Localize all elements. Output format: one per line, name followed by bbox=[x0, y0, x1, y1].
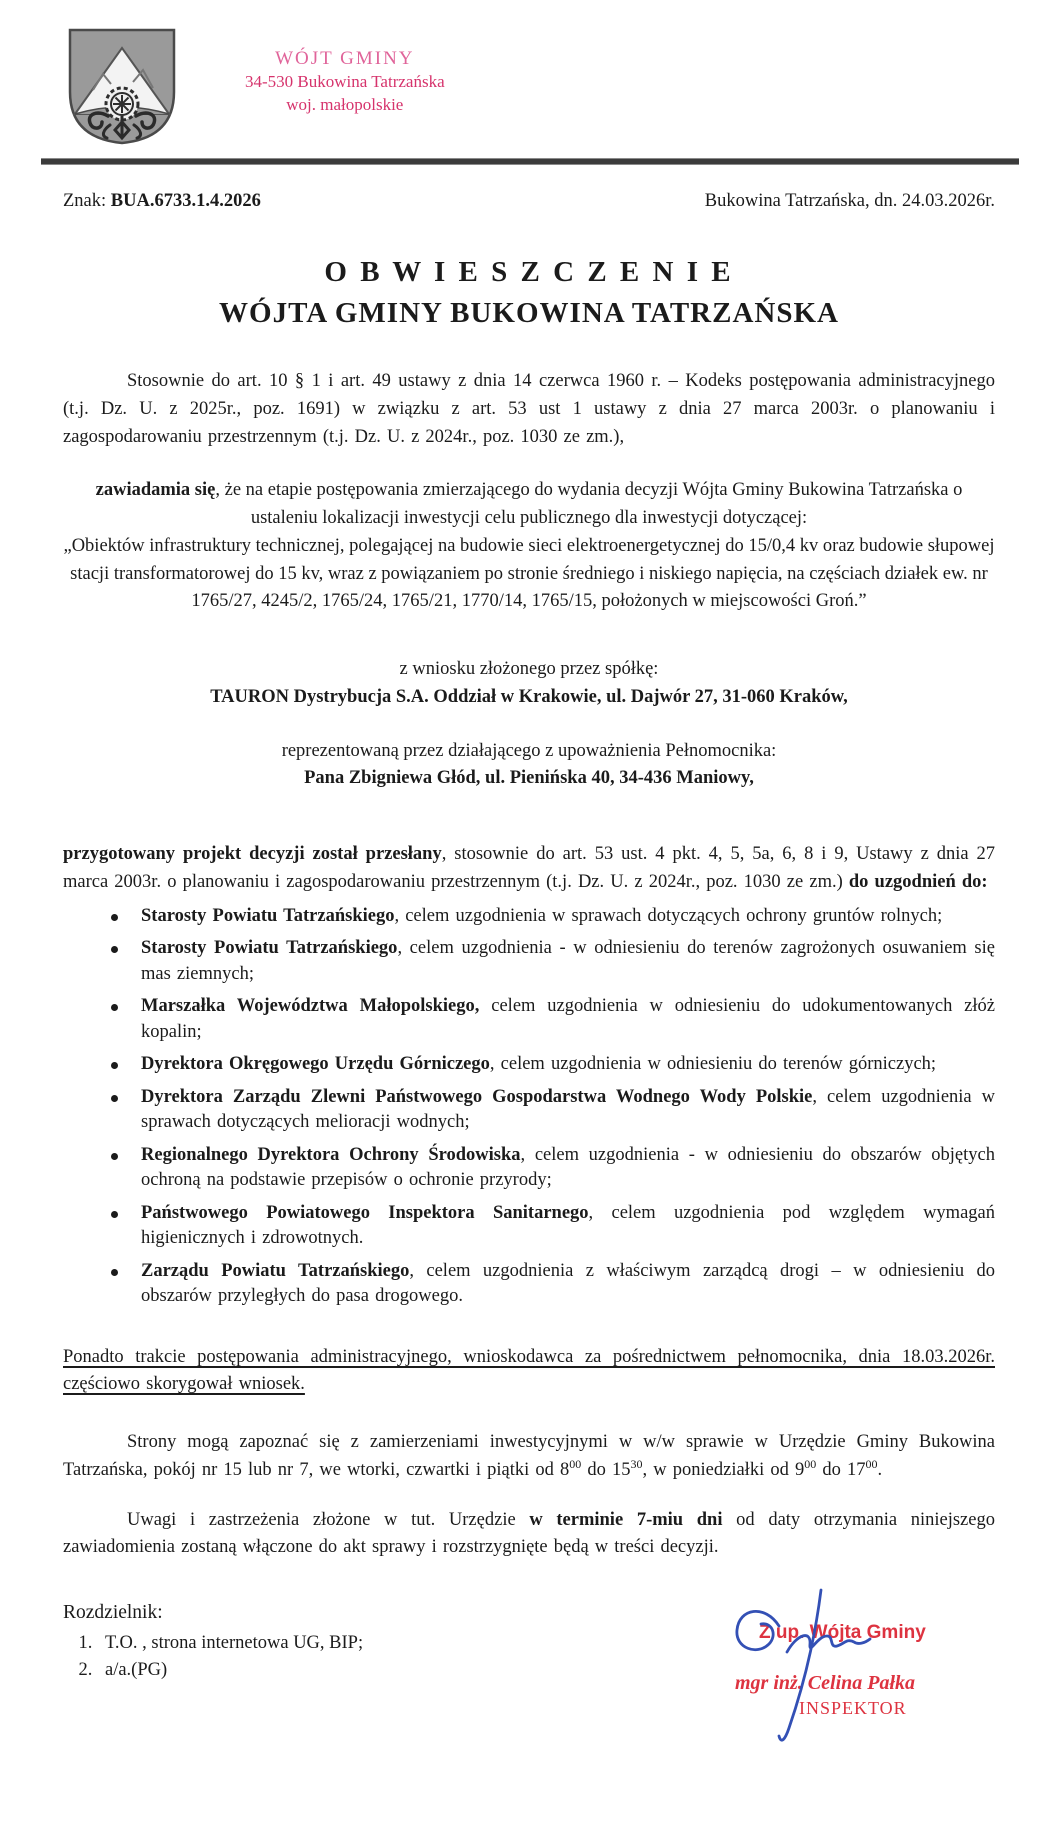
notice-paragraph bbox=[63, 477, 995, 533]
sender-stamp bbox=[245, 46, 445, 116]
hour-superscript: 00 bbox=[804, 1456, 817, 1471]
place-and-date: Bukowina Tatrzańska, dn. 24.03.2026r. bbox=[704, 191, 995, 211]
list-item bbox=[141, 1085, 995, 1136]
coat-of-arms-icon bbox=[63, 26, 181, 146]
correction-note: Ponadto trakcie postępowania administracyjnego, wnioskodawca za pośrednictwem pełnomocnika, dnia 18.03.2026r. częściowo skorygował wniosek. bbox=[63, 1346, 995, 1395]
title-line-2: WÓJTA GMINY BUKOWINA TATRZAŃSKA bbox=[219, 297, 839, 329]
agreement-authority: Zarządu Powiatu Tatrzańskiego bbox=[141, 1260, 410, 1281]
project-rest: , stosownie do art. 53 ust. 4 pkt. 4, 5, 5a, 6, 8 i 9, Ustawy z dnia 27 marca 2003r. o planowaniu i zagospodarowaniu przestrzennym (t.j. Dz. U. z 2024r., poz. 1030 ze zm.) bbox=[63, 844, 995, 892]
case-number-value: BUA.6733.1.4.2026 bbox=[110, 191, 261, 211]
agreement-authority: Marszałka Województwa Małopolskiego, bbox=[141, 996, 480, 1017]
header-divider bbox=[41, 158, 1019, 165]
title-line-1: O B W I E S Z C Z E N I E bbox=[324, 256, 734, 288]
applicant-company: TAURON Dystrybucja S.A. Oddział w Krakowie, ul. Dajwór 27, 31-060 Kraków, bbox=[210, 686, 848, 707]
remarks-text: Uwagi i zastrzeżenia złożone w tut. Urzędzie bbox=[127, 1509, 530, 1530]
letterhead bbox=[63, 26, 995, 146]
list-item: 2. a/a.(PG) bbox=[97, 1657, 995, 1684]
agreements-list bbox=[63, 904, 995, 1310]
access-text: do 15 bbox=[581, 1459, 631, 1480]
list-item bbox=[141, 1143, 995, 1194]
remarks-text: od daty otrzymania niniejszego zawiadomienia zostaną włączone do akt sprawy i rozstrzygnięte będą w treści decyzji. bbox=[63, 1509, 995, 1558]
sender-stamp-title: WÓJT GMINY bbox=[275, 48, 415, 69]
list-item: 1. T.O. , strona internetowa UG, BIP; bbox=[97, 1630, 995, 1657]
access-text: , w poniedziałki od 9 bbox=[642, 1459, 805, 1480]
footer bbox=[63, 1602, 995, 1822]
agreement-scope: , celem uzgodnienia z właściwym zarządcą drogi – w odniesieniu do obszarów przyległych do pasa drogowego. bbox=[141, 1260, 995, 1307]
reference-row bbox=[63, 191, 995, 212]
list-item bbox=[141, 1052, 995, 1078]
project-lead-bold: przygotowany projekt decyzji został przesłany bbox=[63, 844, 442, 864]
handwritten-signature-icon bbox=[717, 1586, 967, 1756]
agreement-scope: , celem uzgodnienia w sprawach dotyczących ochrony gruntów rolnych; bbox=[394, 905, 943, 926]
notice-lead-bold: zawiadamia się bbox=[95, 480, 216, 501]
access-text: Strony mogą zapoznać się z zamierzeniami inwestycyjnymi w w/w sprawie w Urzędzie Gminy Bukowina Tatrzańska, pokój nr 15 lub nr 7, we wtorki, czwartki i piątki od 8 bbox=[63, 1432, 995, 1480]
signature-block bbox=[717, 1586, 967, 1756]
case-number-label: Znak: bbox=[63, 191, 111, 211]
applicant-block bbox=[63, 656, 995, 793]
access-text: . bbox=[877, 1459, 883, 1480]
hour-superscript: 30 bbox=[630, 1456, 643, 1471]
hour-superscript: 00 bbox=[865, 1456, 878, 1471]
investment-quote: „Obiektów infrastruktury technicznej, polegającej na budowie sieci elektroenergetycznej do 15/0,4 kv oraz budowie słupowej stacji transformatorowej do 15 kv, wraz z powiązaniem po stronie średniego i niskiego napięcia, na częściach działek ew. nr 1765/27, 4245/2, 1765/24, 1765/21, 1770/14, 1765/15, położonych w miejscowości Groń.” bbox=[63, 535, 995, 612]
access-text: do 17 bbox=[816, 1459, 866, 1480]
deadline-bold: w terminie 7-miu dni bbox=[529, 1509, 723, 1530]
document-title bbox=[63, 256, 995, 330]
list-item bbox=[141, 1201, 995, 1252]
distribution-label: Rozdzielnik: bbox=[63, 1602, 163, 1624]
signature-stamp-line-1: Z up. Wójta Gminy bbox=[759, 1622, 926, 1644]
hour-superscript: 00 bbox=[569, 1456, 582, 1471]
notice-rest: , że na etapie postępowania zmierzającego do wydania decyzji Wójta Gminy Bukowina Tatrzańska o ustaleniu lokalizacji inwestycji celu publicznego dla inwestycji dotyczącej: bbox=[215, 480, 963, 528]
representative-name: Pana Zbigniewa Głód, ul. Pienińska 40, 34-436 Maniowy, bbox=[304, 768, 754, 789]
agreement-scope: , celem uzgodnienia w odniesieniu do terenów górniczych; bbox=[489, 1054, 937, 1075]
agreement-scope: celem uzgodnienia w odniesieniu do udokumentowanych złóż kopalin; bbox=[141, 996, 995, 1042]
sender-stamp-address: 34-530 Bukowina Tatrzańska bbox=[245, 72, 445, 92]
agreement-authority: Państwowego Powiatowego Inspektora Sanitarnego bbox=[141, 1202, 589, 1223]
agreement-authority: Regionalnego Dyrektora Ochrony Środowiska bbox=[141, 1144, 521, 1165]
case-number bbox=[63, 191, 261, 212]
signature-stamp-name: mgr inż. Celina Pałka bbox=[735, 1672, 916, 1695]
list-item bbox=[141, 904, 995, 930]
sender-stamp-voivodeship: woj. małopolskie bbox=[286, 94, 404, 114]
representative-intro: reprezentowaną przez działającego z upoważnienia Pełnomocnika: bbox=[281, 740, 777, 761]
agreement-authority: Starosty Powiatu Tatrzańskiego bbox=[141, 938, 398, 959]
list-item bbox=[141, 936, 995, 987]
agreement-scope: , celem uzgodnienia - w odniesieniu do terenów zagrożonych osuwaniem się mas ziemnych; bbox=[141, 938, 995, 984]
agreement-scope: , celem uzgodnienia pod względem wymagań higienicznych i zdrowotnych. bbox=[141, 1202, 995, 1249]
project-tail-bold: do uzgodnień do: bbox=[848, 871, 988, 892]
project-paragraph bbox=[63, 841, 995, 897]
access-paragraph bbox=[63, 1429, 995, 1485]
list-item bbox=[141, 994, 995, 1045]
signature-stamp-title: INSPEKTOR bbox=[799, 1698, 907, 1719]
agreement-scope: , celem uzgodnienia w sprawach dotyczących melioracji wodnych; bbox=[141, 1086, 996, 1133]
agreement-authority: Starosty Powiatu Tatrzańskiego bbox=[141, 905, 395, 926]
agreement-authority: Dyrektora Okręgowego Urzędu Górniczego bbox=[141, 1054, 490, 1075]
legal-basis-paragraph: Stosownie do art. 10 § 1 i art. 49 ustawy z dnia 14 czerwca 1960 r. – Kodeks postępowania administracyjnego (t.j. Dz. U. z 2025r., poz. 1691) w związku z art. 53 ust 1 ustawy z dnia 27 marca 2003r. o planowaniu i zagospodarowaniu przestrzennym (t.j. Dz. U. z 2024r., poz. 1030 ze zm.), bbox=[63, 371, 995, 447]
agreement-scope: , celem uzgodnienia - w odniesieniu do obszarów objętych ochroną na podstawie przepisów o ochronie przyrody; bbox=[141, 1144, 995, 1191]
list-item bbox=[141, 1259, 995, 1310]
remarks-paragraph bbox=[63, 1507, 995, 1563]
applicant-intro: z wniosku złożonego przez spółkę: bbox=[399, 659, 659, 679]
agreement-authority: Dyrektora Zarządu Zlewni Państwowego Gospodarstwa Wodnego Wody Polskie bbox=[141, 1086, 813, 1107]
